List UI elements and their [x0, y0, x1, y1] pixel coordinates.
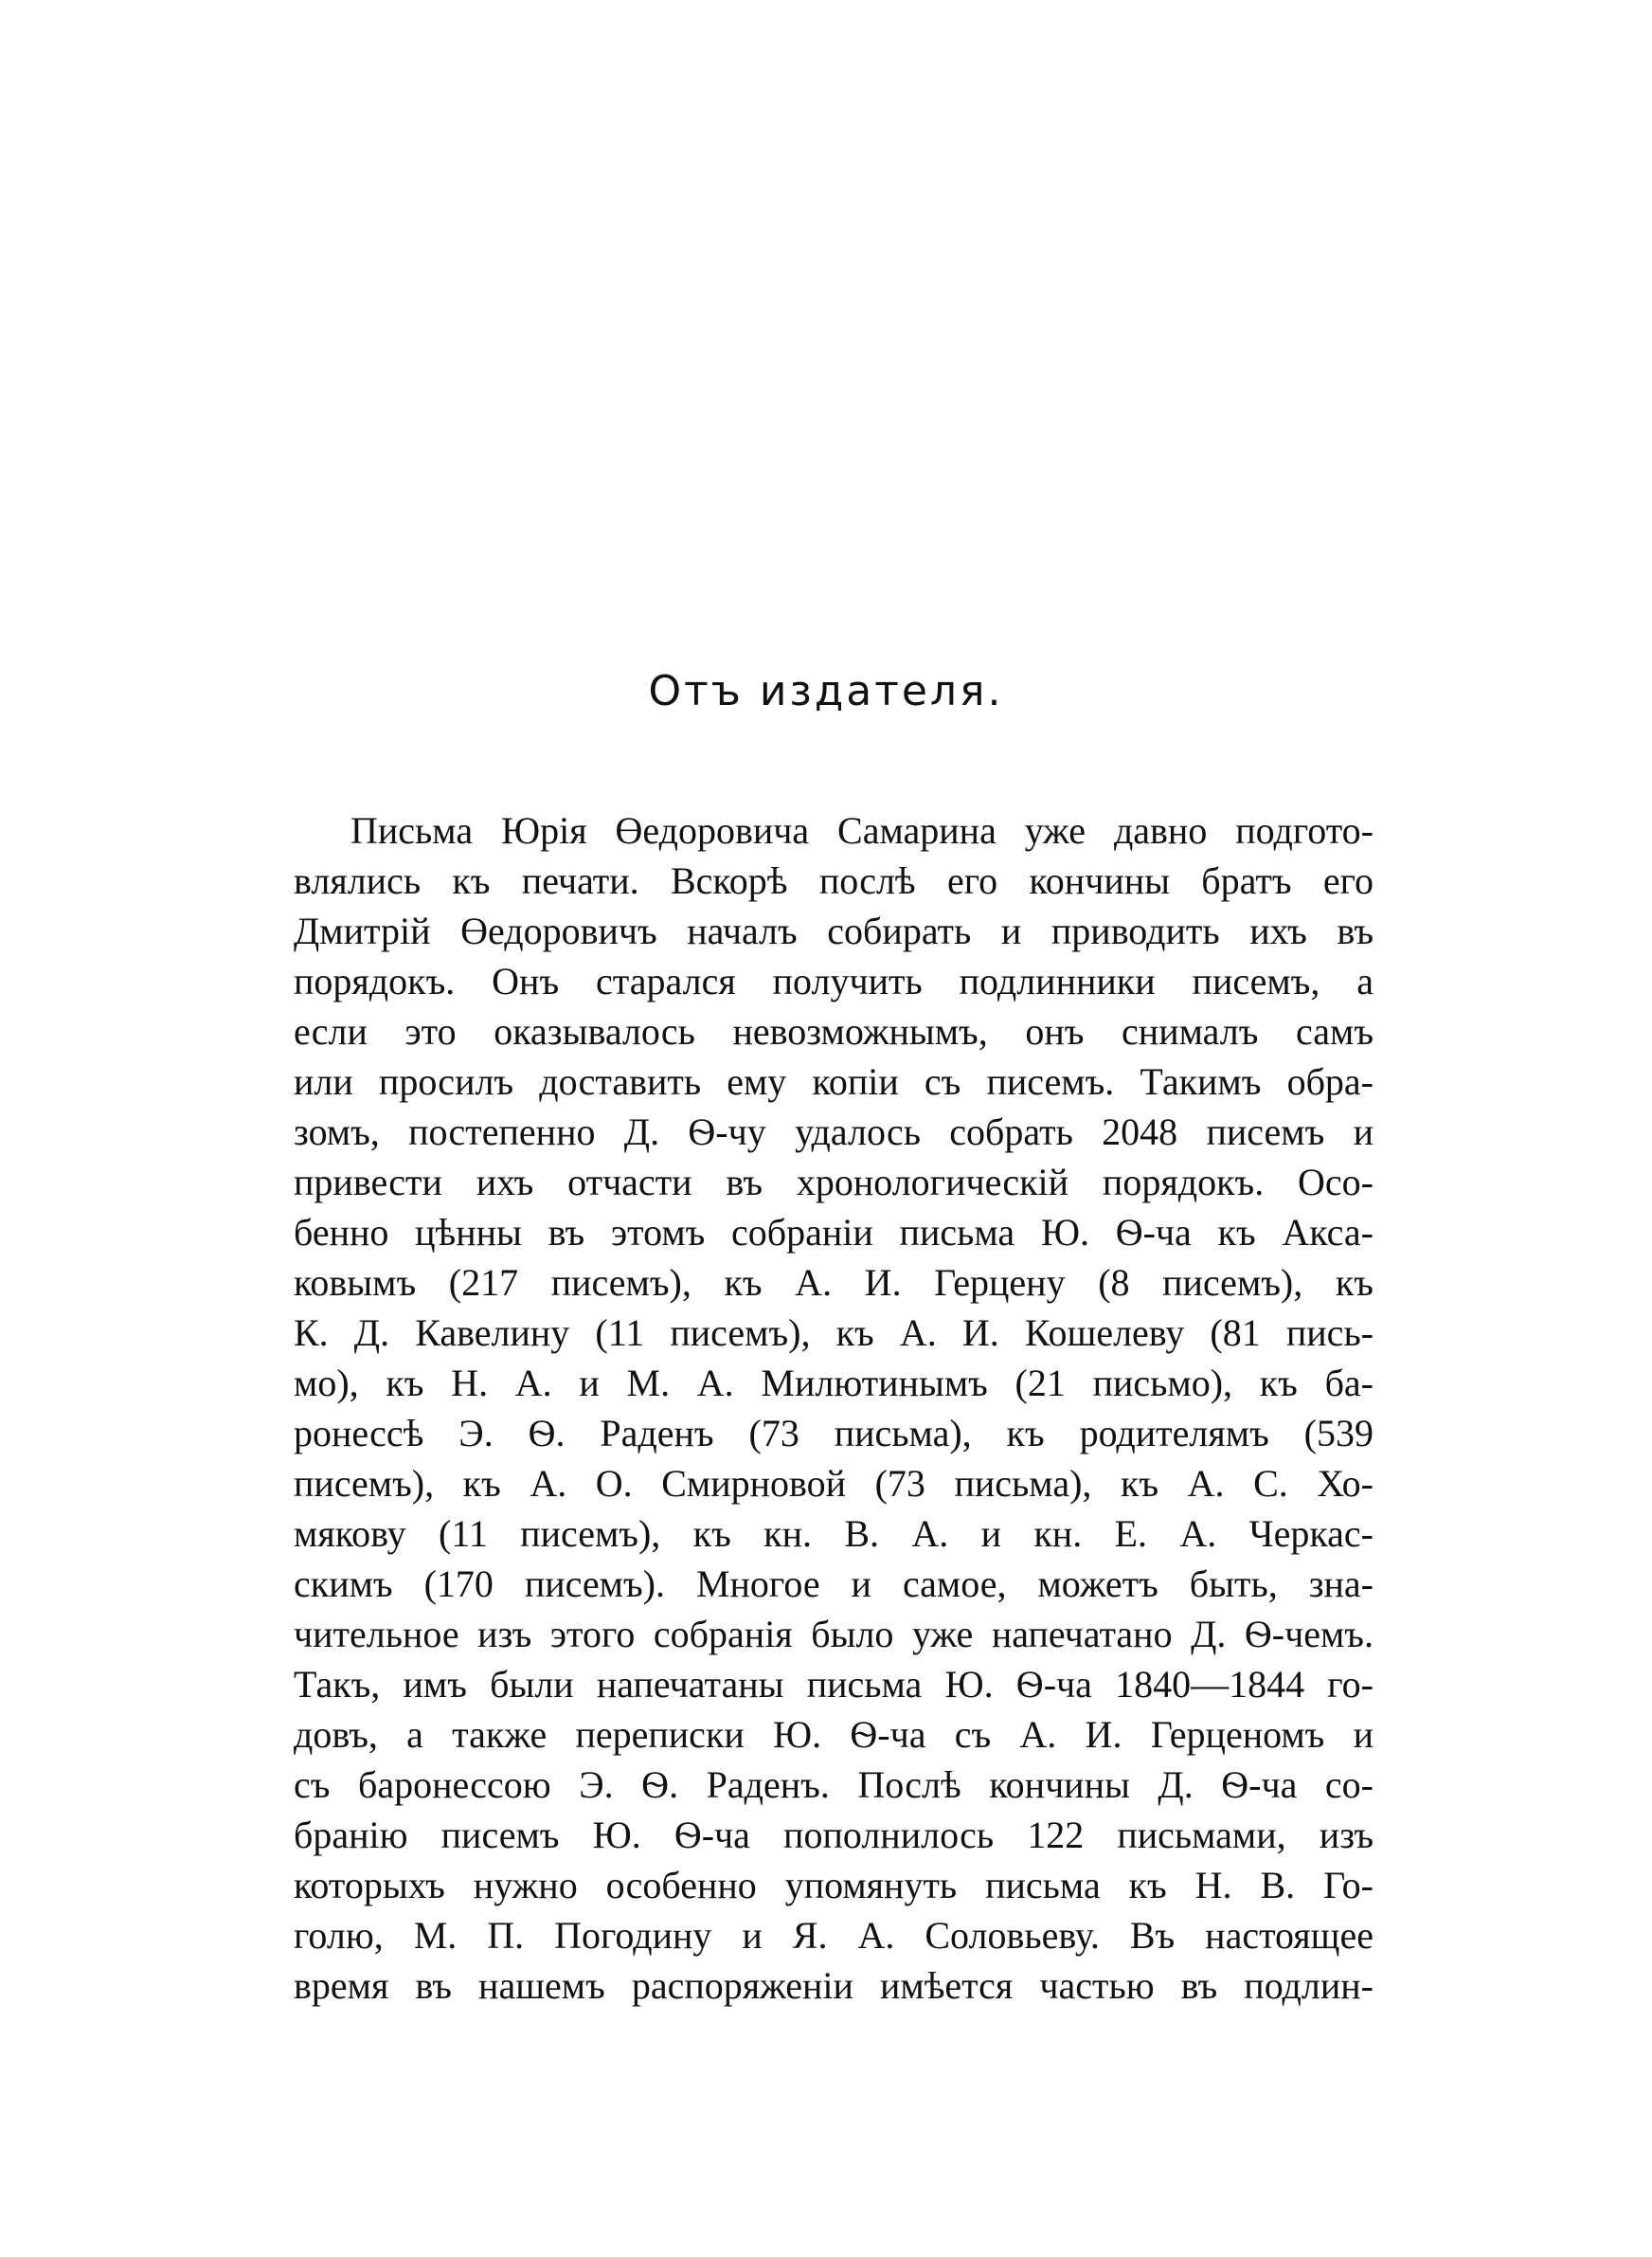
text-line: если это оказывалось невозможнымъ, онъ снималъ самъ: [294, 1010, 1374, 1053]
text-line: привести ихъ отчасти въ хронологическій порядокъ. Осо-: [294, 1161, 1374, 1203]
body-text: [294, 805, 1374, 2011]
text-line: влялись къ печати. Вскорѣ послѣ его кончины братъ его: [294, 859, 1374, 902]
text-line: Дмитрій Өедоровичъ началъ собирать и приводить ихъ въ: [294, 910, 1374, 952]
text-line: мякову (11 писемъ), къ кн. В. А. и кн. Е. А. Черкас-: [294, 1512, 1374, 1555]
text-line: К. Д. Кавелину (11 писемъ), къ А. И. Кошелеву (81 пись-: [294, 1311, 1374, 1354]
text-line: которыхъ нужно особенно упомянуть письма къ Н. В. Го-: [294, 1864, 1374, 1906]
text-line: бенно цѣнны въ этомъ собраніи письма Ю. Ѳ-ча къ Акса-: [294, 1211, 1374, 1254]
text-line: писемъ), къ А. О. Смирновой (73 письма), къ А. С. Хо-: [294, 1462, 1374, 1505]
text-line: съ баронессою Э. Ѳ. Раденъ. Послѣ кончины Д. Ѳ-ча со-: [294, 1763, 1374, 1806]
text-line: чительное изъ этого собранія было уже напечатано Д. Ѳ-чемъ.: [294, 1613, 1374, 1655]
text-line: мо), къ Н. А. и М. А. Милютинымъ (21 письмо), къ ба-: [294, 1362, 1374, 1404]
text-line: зомъ, постепенно Д. Ѳ-чу удалось собрать 2048 писемъ и: [294, 1110, 1374, 1153]
text-line: Письма Юрія Өедоровича Самарина уже давно подгото-: [350, 809, 1374, 852]
text-line: или просилъ доставить ему копіи съ писемъ. Такимъ обра-: [294, 1060, 1374, 1103]
text-line: скимъ (170 писемъ). Многое и самое, можетъ быть, зна-: [294, 1562, 1374, 1605]
text-line: ковымъ (217 писемъ), къ А. И. Герцену (8 писемъ), къ: [294, 1261, 1374, 1304]
text-line: Такъ, имъ были напечатаны письма Ю. Ѳ-ча 1840—1844 го-: [294, 1663, 1374, 1706]
text-line: ронессѣ Э. Ѳ. Раденъ (73 письма), къ родителямъ (539: [294, 1412, 1374, 1454]
text-line: довъ, а также переписки Ю. Ѳ-ча съ А. И. Герценомъ и: [294, 1713, 1374, 1756]
text-line: голю, М. П. Погодину и Я. А. Соловьеву. Въ настоящее: [294, 1914, 1374, 1957]
text-line: порядокъ. Онъ старался получить подлинники писемъ, а: [294, 960, 1374, 1002]
text-line: бранію писемъ Ю. Ѳ-ча пополнилось 122 письмами, изъ: [294, 1814, 1374, 1856]
page-title: Отъ издателя.: [648, 667, 1004, 715]
text-line: время въ нашемъ распоряженіи имѣется частью въ подлин-: [294, 1964, 1374, 2007]
